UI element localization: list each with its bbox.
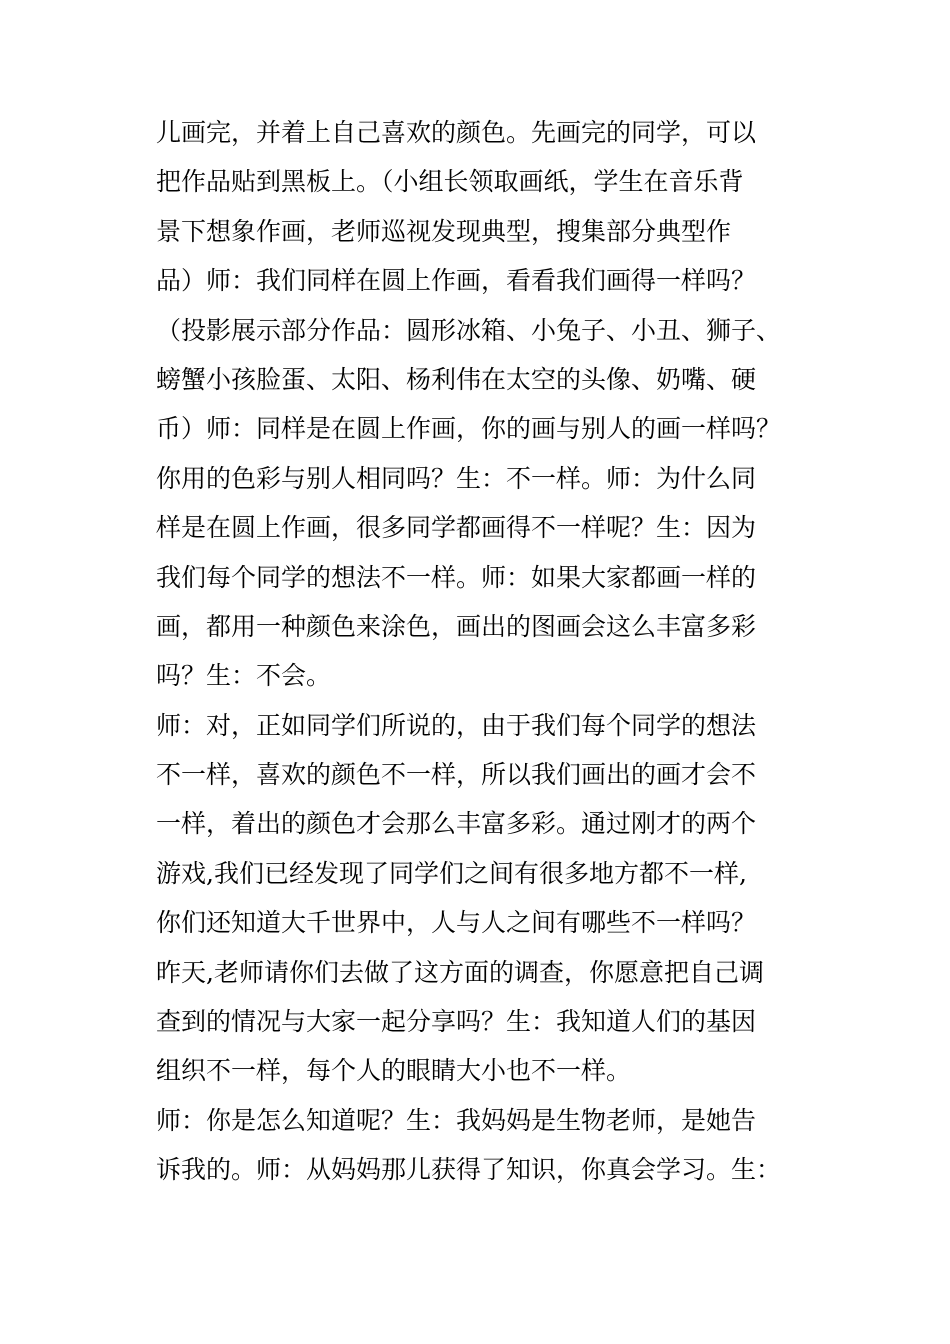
- text-line: 师：你是怎么知道呢？生：我妈妈是生物老师，是她告: [156, 1105, 757, 1135]
- text-line: 样是在圆上作画，很多同学都画得不一样呢？生：因为: [156, 513, 757, 543]
- text-line: 查到的情况与大家一起分享吗？生：我知道人们的基因: [156, 1007, 757, 1037]
- text-line: 你用的色彩与别人相同吗？生：不一样。师：为什么同: [156, 463, 757, 493]
- text-line: 币）师：同样是在圆上作画，你的画与别人的画一样吗？: [156, 414, 782, 444]
- text-line: （投影展示部分作品：圆形冰箱、小兔子、小丑、狮子、: [156, 315, 782, 345]
- text-line: 组织不一样，每个人的眼睛大小也不一样。: [156, 1056, 632, 1086]
- body-text: [156, 108, 796, 1195]
- text-line: 螃蟹小孩脸蛋、太阳、杨利伟在太空的头像、奶嘴、硬: [156, 364, 757, 394]
- text-line: 品）师：我们同样在圆上作画，看看我们画得一样吗？: [156, 266, 757, 296]
- text-line: 我们每个同学的想法不一样。师：如果大家都画一样的: [156, 562, 757, 592]
- text-line: 儿画完，并着上自己喜欢的颜色。先画完的同学，可以: [156, 118, 757, 147]
- text-line: 画，都用一种颜色来涂色，画出的图画会这么丰富多彩: [156, 611, 757, 641]
- text-line: 不一样，喜欢的颜色不一样，所以我们画出的画才会不: [156, 760, 757, 790]
- text-line: 一样，着出的颜色才会那么丰富多彩。通过刚才的两个: [156, 809, 757, 839]
- text-line: 你们还知道大千世界中，人与人之间有哪些不一样吗？: [156, 908, 757, 938]
- text-line: 师：对，正如同学们所说的，由于我们每个同学的想法: [156, 710, 757, 740]
- text-line: 昨天,老师请你们去做了这方面的调查，你愿意把自己调: [156, 957, 764, 987]
- text-line: 诉我的。师：从妈妈那儿获得了知识，你真会学习。生：: [156, 1155, 782, 1185]
- text-line: 游戏,我们已经发现了同学们之间有很多地方都不一样,: [156, 858, 747, 888]
- text-line: 景下想象作画，老师巡视发现典型，搜集部分典型作: [156, 216, 732, 246]
- text-line: 吗？生：不会。: [156, 661, 332, 691]
- text-line: 把作品贴到黑板上。（小组长领取画纸，学生在音乐背: [156, 167, 744, 197]
